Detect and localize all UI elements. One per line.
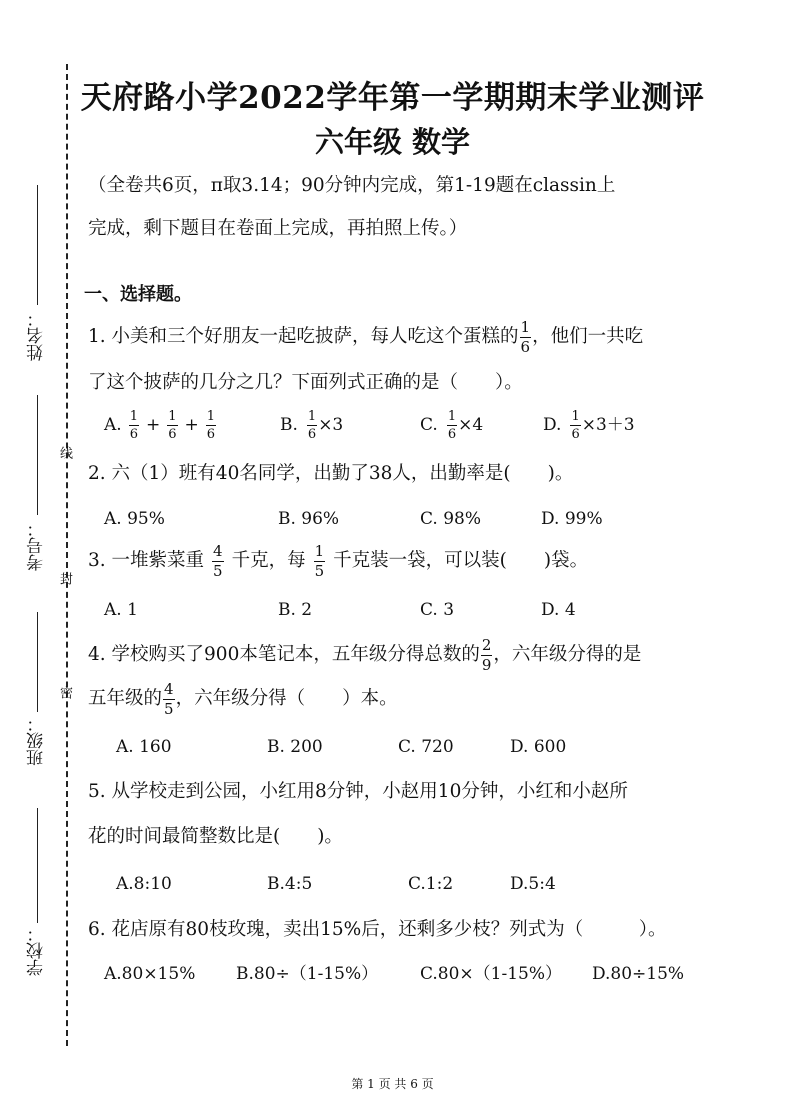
q3-f1n: 4 <box>213 542 223 560</box>
q5-option-b[interactable]: B.4:5 <box>267 874 313 894</box>
class-blank-line <box>37 612 38 712</box>
q3-f1d: 5 <box>213 562 223 580</box>
q3-f2n: 1 <box>314 542 325 560</box>
q1d-fn: 1 <box>571 409 580 424</box>
q1a-f1d: 6 <box>129 427 138 442</box>
q5-option-c[interactable]: C.1:2 <box>408 874 454 894</box>
q1-option-d[interactable] <box>543 410 635 441</box>
class-label: 班级： <box>27 715 47 766</box>
q1b-fd: 6 <box>307 427 317 442</box>
question-5-line-2: 花的时间最简整数比是( )。 <box>88 826 343 847</box>
question-2: 2. 六（1）班有40名同学，出勤了38人，出勤率是( )。 <box>88 463 574 484</box>
q1-frac-numerator: 1 <box>520 318 531 336</box>
exam-no-label: 考号： <box>27 520 47 571</box>
q4-option-d[interactable]: D. 600 <box>510 737 567 757</box>
name-blank-line <box>37 185 38 305</box>
q1a-f2n: 1 <box>168 409 177 424</box>
question-5-line-1: 5. 从学校走到公园，小红用8分钟，小赵用10分钟，小红和小赵所 <box>88 781 628 802</box>
q1a-frac-1 <box>129 410 139 441</box>
question-4-line-1 <box>88 638 641 673</box>
q1-option-b-label: B. <box>280 415 298 435</box>
q1-option-d-label: D. <box>543 415 562 435</box>
q3-fraction-2 <box>314 544 326 579</box>
q4-text-a: 4. 学校购买了900本笔记本，五年级分得总数的 <box>88 644 480 666</box>
q1-text-a: 1. 小美和三个好朋友一起吃披萨，每人吃这个蛋糕的 <box>88 326 519 348</box>
q1a-f3n: 1 <box>206 409 216 424</box>
question-1-line-1 <box>88 320 643 355</box>
q1a-op1: + <box>145 415 161 435</box>
q1-fraction <box>520 320 532 355</box>
q4-f2d: 5 <box>164 700 174 718</box>
q1b-fn: 1 <box>307 409 317 424</box>
instructions-line-1: （全卷共6页，π取3.14；90分钟内完成，第1-19题在classin上 <box>88 175 616 196</box>
q5-option-a[interactable]: A.8:10 <box>116 874 172 894</box>
instructions-line-2: 完成，剩下题目在卷面上完成，再拍照上传。） <box>88 218 468 239</box>
q1-text-b: ，他们一共吃 <box>532 326 644 348</box>
q3-option-b[interactable]: B. 2 <box>278 600 313 620</box>
school-label: 学校： <box>27 925 47 976</box>
q4-option-a[interactable]: A. 160 <box>116 737 172 757</box>
q2-option-c[interactable]: C. 98% <box>420 509 481 529</box>
q5-option-d[interactable]: D.5:4 <box>510 874 556 894</box>
exam-no-blank-line <box>37 395 38 515</box>
q1-option-c-label: C. <box>420 415 438 435</box>
q1a-op2: + <box>184 415 199 435</box>
q1b-rest: ×3 <box>318 415 344 435</box>
q1a-frac-2 <box>167 410 177 441</box>
q1-option-a-label: A. <box>104 415 122 435</box>
q4-text-b: ，六年级分得的是 <box>493 644 642 666</box>
q4-f1n: 2 <box>481 636 492 654</box>
q3-f2d: 5 <box>314 562 325 580</box>
q1c-fn: 1 <box>447 409 457 424</box>
q4-fraction-1 <box>481 638 493 673</box>
q4-text-c: 五年级的 <box>88 688 163 710</box>
q6-option-a[interactable]: A.80×15% <box>104 964 196 984</box>
q1a-f3d: 6 <box>206 427 216 442</box>
q3-text-b: 千克，每 <box>231 550 306 572</box>
q4-f2n: 4 <box>164 680 174 698</box>
q4-fraction-2 <box>163 682 175 717</box>
q1a-f2d: 6 <box>168 427 177 442</box>
name-label: 姓名： <box>27 310 47 361</box>
q3-option-a[interactable]: A. 1 <box>104 600 138 620</box>
q3-option-d[interactable]: D. 4 <box>541 600 576 620</box>
q1d-fd: 6 <box>571 427 580 442</box>
q1a-f1n: 1 <box>129 409 138 424</box>
q4-option-c[interactable]: C. 720 <box>398 737 454 757</box>
q1d-rest: ×3＋3 <box>581 415 635 435</box>
q6-option-c[interactable]: C.80×（1-15%） <box>420 964 563 984</box>
question-1-line-2: 了这个披萨的几分之几？下面列式正确的是（ ）。 <box>88 372 523 393</box>
seal-mark: 封 <box>57 572 72 585</box>
q3-text-c: 千克装一袋，可以装( )袋。 <box>333 550 589 572</box>
q6-option-d[interactable]: D.80÷15% <box>592 964 685 984</box>
question-4-line-2 <box>88 682 398 717</box>
q3-option-c[interactable]: C. 3 <box>420 600 455 620</box>
question-3 <box>88 544 588 579</box>
q4-f1d: 9 <box>481 656 492 674</box>
q1c-frac <box>447 410 457 441</box>
school-blank-line <box>37 808 38 923</box>
binding-dashed-line <box>66 64 68 1046</box>
q1-frac-denominator: 6 <box>520 338 531 356</box>
exam-subtitle: 六年级 数学 <box>314 125 471 159</box>
q1c-fd: 6 <box>447 427 457 442</box>
q2-option-a[interactable]: A. 95% <box>104 509 165 529</box>
question-6: 6. 花店原有80枝玫瑰，卖出15%后，还剩多少枝？列式为（ ）。 <box>88 919 667 940</box>
q1a-frac-3 <box>206 410 216 441</box>
q2-option-b[interactable]: B. 96% <box>278 509 340 529</box>
dense-mark: 密 <box>57 686 72 699</box>
section-title: 一、选择题。 <box>84 284 192 305</box>
q4-text-d: ，六年级分得（ ）本。 <box>175 688 398 710</box>
q1c-rest: ×4 <box>458 415 484 435</box>
exam-title: 天府路小学2022学年第一学期期末学业测评 <box>80 80 705 116</box>
q1-option-b[interactable] <box>280 410 343 441</box>
line-mark: 线 <box>57 446 72 459</box>
q1-option-a[interactable] <box>104 410 217 441</box>
q1d-frac <box>570 410 580 441</box>
q1b-frac <box>307 410 317 441</box>
q4-option-b[interactable]: B. 200 <box>267 737 323 757</box>
page-footer: 第 1 页 共 6 页 <box>351 1077 434 1091</box>
q3-text-a: 3. 一堆紫菜重 <box>88 550 205 572</box>
q1-option-c[interactable] <box>420 410 483 441</box>
q3-fraction-1 <box>212 544 224 579</box>
q2-option-d[interactable]: D. 99% <box>541 509 603 529</box>
q6-option-b[interactable]: B.80÷（1-15%） <box>236 964 379 984</box>
